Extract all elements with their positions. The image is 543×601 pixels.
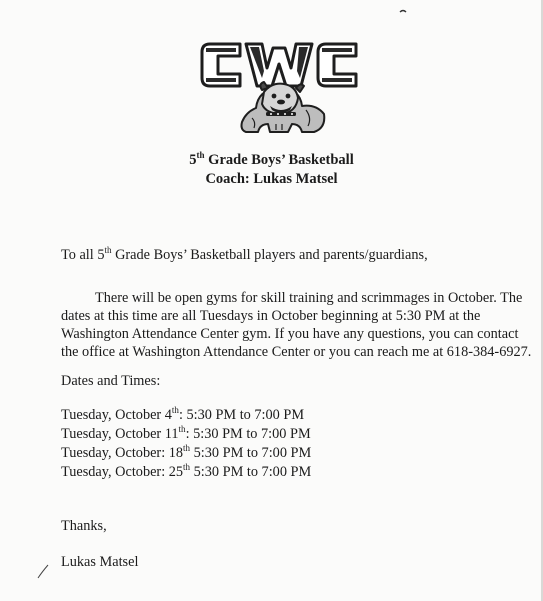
greeting: To all 5th Grade Boys’ Basketball players and parents/guardians, [61, 245, 428, 263]
body-line: Washington Attendance Center gym. If you have any questions, you can contact [61, 326, 519, 342]
coach-name: Coach: Lukas Matsel [205, 171, 338, 187]
schedule-item: Tuesday, October 4th: 5:30 PM to 7:00 PM [61, 405, 305, 423]
scan-mark-icon [399, 9, 407, 14]
schedule-item: Tuesday, October: 25th 5:30 PM to 7:00 PM [61, 462, 312, 480]
closing: Thanks, [61, 518, 107, 534]
pen-mark-icon [36, 562, 50, 580]
cwc-bulldog-logo [196, 38, 362, 134]
letter-title: 5th Grade Boys’ Basketball [189, 150, 354, 168]
body-line: There will be open gyms for skill training and scrimmages in October. The [95, 290, 523, 306]
dates-label: Dates and Times: [61, 373, 161, 389]
signature-name: Lukas Matsel [61, 554, 139, 570]
body-line: the office at Washington Attendance Center or you can reach me at 618-384-6927. [61, 344, 532, 360]
schedule-item: Tuesday, October 11th: 5:30 PM to 7:00 PM [61, 424, 311, 442]
schedule-item: Tuesday, October: 18th 5:30 PM to 7:00 PM [61, 443, 312, 461]
body-line: dates at this time are all Tuesdays in October beginning at 5:30 PM at the [61, 308, 481, 324]
